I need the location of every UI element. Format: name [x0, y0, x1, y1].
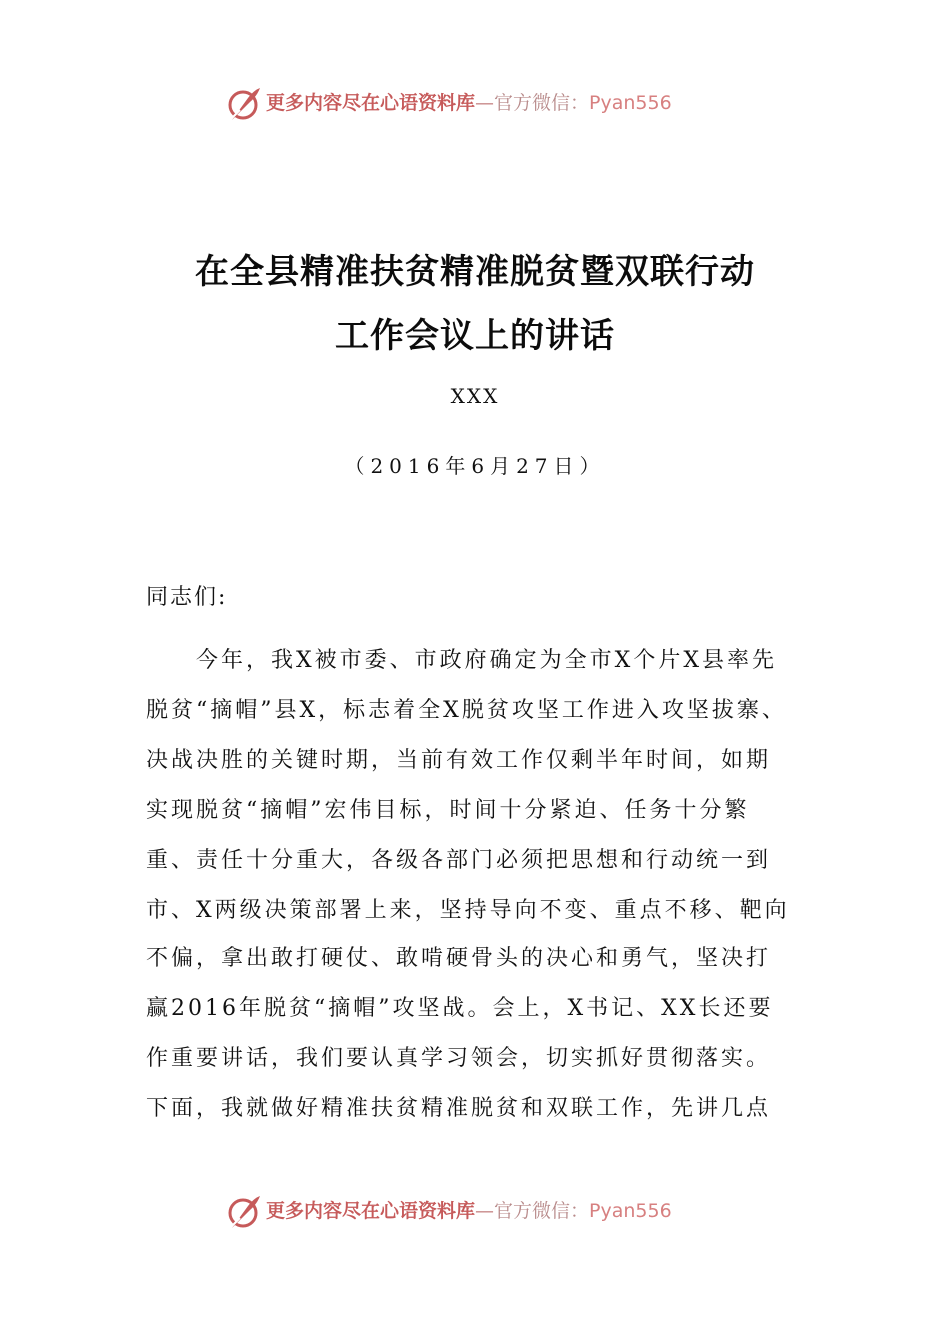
banner-wechat-id: Pyan556 [589, 92, 672, 114]
header-banner [0, 84, 950, 124]
body-line: 市、X两级决策部署上来，坚持导向不变、重点不移、靶向 [146, 898, 790, 923]
banner-main-text: 更多内容尽在心语资料库 [266, 1200, 476, 1222]
banner-text [266, 1198, 672, 1224]
body-line: 作重要讲话，我们要认真学习领会，切实抓好贯彻落实。 [146, 1046, 772, 1071]
body-line: 决战决胜的关键时期，当前有效工作仅剩半年时间，如期 [146, 748, 772, 773]
footer-banner [0, 1192, 950, 1232]
banner-main-text: 更多内容尽在心语资料库 [266, 92, 476, 114]
body-line: 实现脱贫“摘帽”宏伟目标，时间十分紧迫、任务十分繁 [146, 798, 750, 823]
author: XXX [450, 384, 500, 408]
quill-logo-icon [226, 1194, 262, 1230]
banner-text [266, 90, 672, 116]
greeting: 同志们: [146, 585, 228, 610]
document-title-line-2: 工作会议上的讲话 [335, 316, 615, 356]
body-line: 赢2016年脱贫“摘帽”攻坚战。会上，X书记、XX长还要 [146, 996, 774, 1021]
body-line: 不偏，拿出敢打硬仗、敢啃硬骨头的决心和勇气，坚决打 [146, 946, 772, 971]
banner-dash: — [475, 1200, 495, 1222]
body-line: 今年，我X被市委、市政府确定为全市X个片X县率先 [196, 648, 777, 673]
quill-logo-icon [226, 86, 262, 122]
body-line: 重、责任十分重大，各级各部门必须把思想和行动统一到 [146, 848, 772, 873]
banner-dash: — [475, 92, 495, 114]
banner-wechat-label: 官方微信： [494, 1200, 590, 1222]
body-line: 下面，我就做好精准扶贫精准脱贫和双联工作，先讲几点 [146, 1096, 772, 1121]
banner-wechat-label: 官方微信： [494, 92, 590, 114]
speech-date: （2016年6月27日） [344, 454, 606, 478]
body-line: 脱贫“摘帽”县X，标志着全X脱贫攻坚工作进入攻坚拔寨、 [146, 698, 787, 723]
document-title-line-1: 在全县精准扶贫精准脱贫暨双联行动 [195, 252, 755, 292]
banner-wechat-id: Pyan556 [589, 1200, 672, 1222]
